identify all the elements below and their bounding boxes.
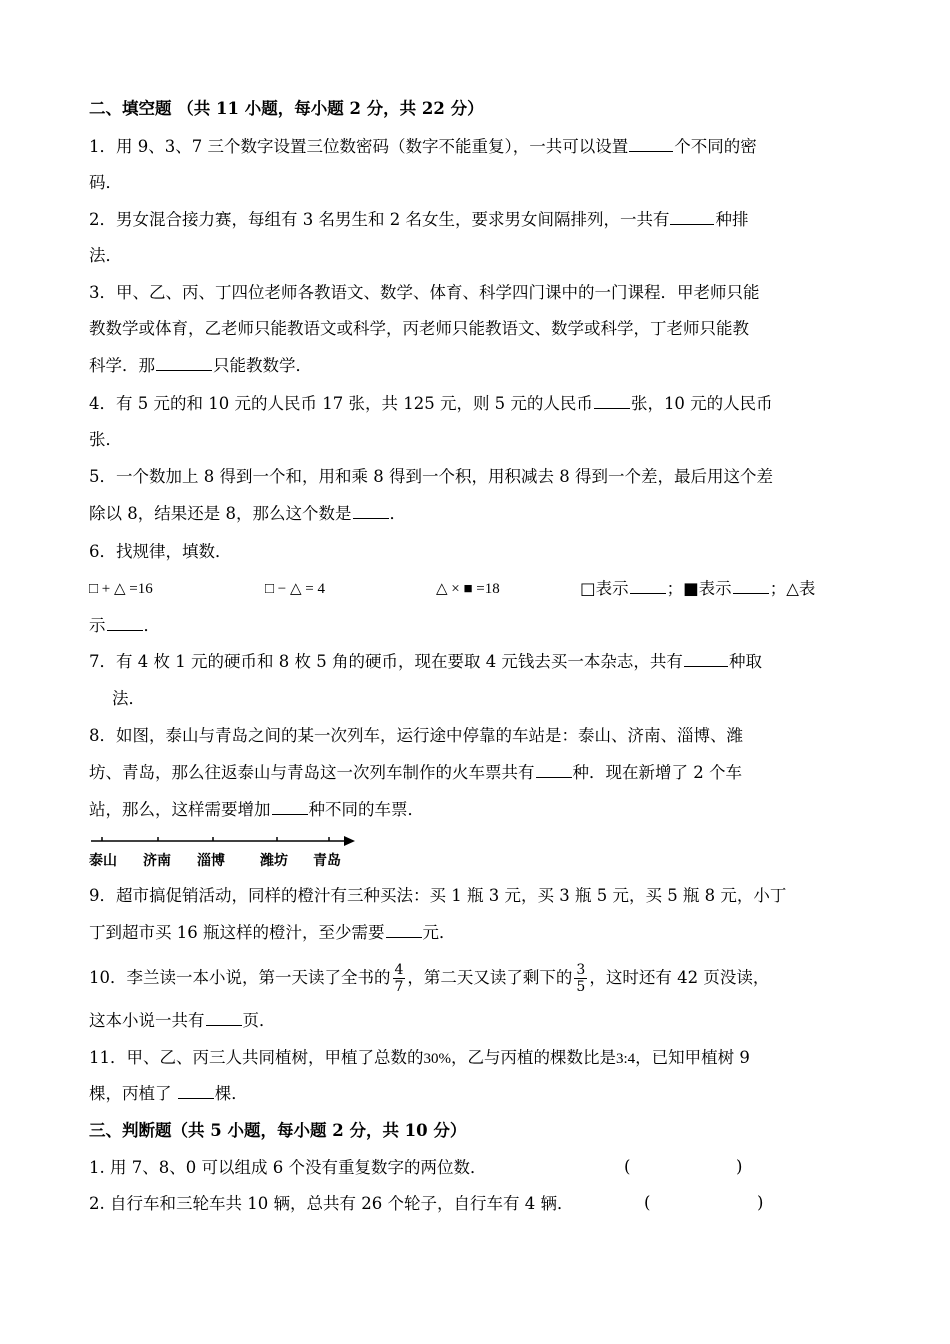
section-3-title: 三、判断题（共 5 小题，每小题 2 分，共 10 分） (89, 1121, 467, 1140)
answer-paren-open[interactable]: ( (624, 1157, 631, 1176)
fraction-3-5: $\frac{3}{5}$ (576, 962, 586, 995)
question-3-line-3: 科学．那 只能教数学． (89, 356, 312, 375)
section-2-title: 二、填空题 （共 11 小题，每小题 2 分，共 22 分） (89, 99, 484, 118)
equation-2: □ − △ = 4 (265, 581, 326, 597)
answer-blank[interactable] (629, 136, 673, 152)
question-8-line-3: 站，那么，这样需要增加 种不同的车票． (89, 800, 424, 819)
answer-paren-open[interactable]: ( (644, 1193, 651, 1212)
answer-blank[interactable] (272, 799, 308, 815)
question-7-line-1: 7．有 4 枚 1 元的硬币和 8 枚 5 角的硬币，现在要取 4 元钱去买一本杂志，共有 种取 (89, 652, 762, 671)
question-11-line-1: 11．甲、乙、丙三人共同植树，甲植了总数的30%，乙与丙植的棵数比是3:4，已知甲植树 9 (89, 1048, 750, 1067)
question-11-line-2: 棵，丙植了 棵． (89, 1084, 248, 1103)
answer-blank[interactable] (206, 1010, 242, 1026)
answer-blank[interactable] (353, 503, 389, 519)
fraction-4-7: $\frac{4}{7}$ (394, 962, 404, 995)
question-5-line-1: 5．一个数加上 8 得到一个和，用和乘 8 得到一个积，用积减去 8 得到一个差，最后用这个差 (89, 467, 773, 486)
question-3-line-1: 3．甲、乙、丙、丁四位老师各教语文、数学、体育、科学四门课中的一门课程．甲老师只能 (89, 283, 760, 302)
answer-blank[interactable] (670, 209, 714, 225)
station-label: 泰山 (89, 853, 117, 869)
railway-station-diagram (89, 834, 369, 870)
answer-blank[interactable] (156, 355, 212, 371)
equation-1: □ + △ =16 (89, 581, 153, 597)
question-9-line-1: 9．超市搞促销活动，同样的橙汁有三种买法：买 1 瓶 3 元，买 3 瓶 5 元，买 5 瓶 8 元，小丁 (89, 886, 787, 905)
answer-blank[interactable] (178, 1083, 214, 1099)
question-10-line-2: 这本小说一共有 页． (89, 1011, 276, 1030)
station-label: 淄博 (197, 853, 225, 869)
answer-blank[interactable] (386, 922, 422, 938)
question-6-line-3: 示 ． (89, 616, 160, 635)
question-10-line-1: 10．李兰读一本小说，第一天读了全书的 $\frac{4}{7}$ ，第二天又读了剩下的 $\frac{3}{5}$ ，这时还有 42 页没读， (89, 962, 770, 995)
question-2-line-2: 法． (89, 246, 122, 265)
station-label: 青岛 (313, 853, 341, 869)
judgment-2: 2. 自行车和三轮车共 10 辆，总共有 26 个轮子，自行车有 4 辆． (89, 1194, 574, 1213)
answer-paren-close[interactable]: ) (757, 1193, 764, 1212)
question-9-line-2: 丁到超市买 16 瓶这样的橙汁，至少需要 元． (89, 923, 456, 942)
answer-blank[interactable] (733, 578, 769, 594)
question-2-line-1: 2．男女混合接力赛，每组有 3 名男生和 2 名女生，要求男女间隔排列，一共有 种排 (89, 210, 749, 229)
question-8-line-1: 8．如图，泰山与青岛之间的某一次列车，运行途中停靠的车站是：泰山、济南、淄博、潍 (89, 726, 743, 745)
station-label: 潍坊 (260, 853, 288, 869)
question-6-line-1: 6．找规律，填数． (89, 542, 232, 561)
question-1-line-1: 1．用 9、3、7 三个数字设置三位数密码（数字不能重复），一共可以设置 个不同的密 (89, 137, 757, 156)
question-7-line-2: 法． (112, 689, 145, 708)
equation-3: △ × ■ =18 (436, 581, 500, 597)
question-6-answers: □表示 ；■表示 ；△表 (580, 579, 816, 598)
question-8-line-2: 坊、青岛，那么往返泰山与青岛这一次列车制作的火车票共有 种．现在新增了 2 个车 (89, 763, 742, 782)
answer-blank[interactable] (594, 393, 630, 409)
station-label: 济南 (143, 853, 171, 869)
question-1-line-2: 码． (89, 173, 122, 192)
question-4-line-2: 张． (89, 430, 122, 449)
question-3-line-2: 教数学或体育，乙老师只能教语文或科学，丙老师只能教语文、数学或科学，丁老师只能教 (89, 319, 749, 338)
question-4-line-1: 4．有 5 元的和 10 元的人民币 17 张，共 125 元，则 5 元的人民币 张，10 元的人民币 (89, 394, 773, 413)
answer-blank[interactable] (684, 651, 728, 667)
answer-blank[interactable] (630, 578, 666, 594)
answer-blank[interactable] (536, 762, 572, 778)
judgment-1: 1. 用 7、8、0 可以组成 6 个没有重复数字的两位数． (89, 1158, 487, 1177)
question-5-line-2: 除以 8，结果还是 8，那么这个数是 ． (89, 504, 406, 523)
answer-blank[interactable] (107, 615, 143, 631)
answer-paren-close[interactable]: ) (736, 1157, 743, 1176)
arrow-head (344, 836, 355, 846)
